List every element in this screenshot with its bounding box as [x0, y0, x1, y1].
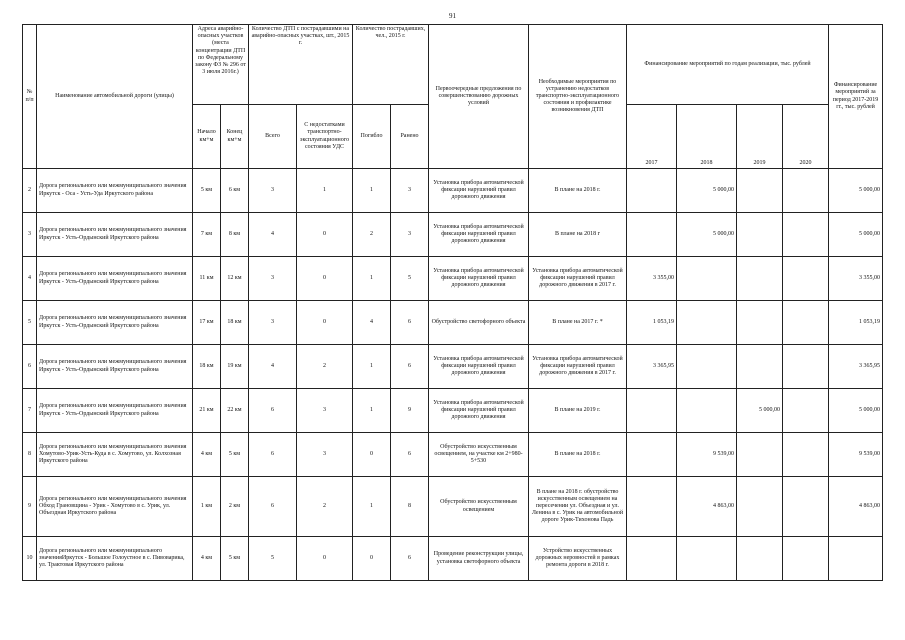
start-km: 11 км — [193, 257, 221, 301]
row-number: 7 — [23, 389, 37, 433]
header-udc: С недостатками транспортно-эксплуатационного состояния УДС — [297, 105, 353, 169]
header-num: № п/п — [23, 25, 37, 169]
killed-count: 1 — [353, 169, 391, 213]
measures-text: В плане на 2018 г. — [529, 169, 627, 213]
header-total-financing: Финансирование мероприятий за период 2017-2019 гг., тыс. рублей — [829, 25, 883, 169]
start-km: 5 км — [193, 169, 221, 213]
injured-count: 9 — [391, 389, 429, 433]
start-km: 18 км — [193, 345, 221, 389]
fin-2017: 1 053,19 — [627, 301, 677, 345]
end-km: 2 км — [221, 477, 249, 537]
header-priority: Первоочередные предложения по совершенствованию дорожных условий — [429, 25, 529, 169]
measures-text: В плане на 2018 г — [529, 213, 627, 257]
fin-2018: 9 539,00 — [677, 433, 737, 477]
measures-text: В плане на 2017 г. * — [529, 301, 627, 345]
fin-2018 — [677, 389, 737, 433]
priority-proposal: Установка прибора автоматической фиксации нарушений правил дорожного движения — [429, 169, 529, 213]
fin-total — [829, 537, 883, 581]
fin-2017 — [627, 537, 677, 581]
fin-2017: 3 355,00 — [627, 257, 677, 301]
dtp-udc: 0 — [297, 257, 353, 301]
table-row — [23, 537, 883, 581]
fin-2018 — [677, 257, 737, 301]
fin-2018: 4 863,00 — [677, 477, 737, 537]
fin-2019 — [737, 537, 783, 581]
fin-2019 — [737, 345, 783, 389]
table-row — [23, 257, 883, 301]
dtp-total: 3 — [249, 169, 297, 213]
row-number: 5 — [23, 301, 37, 345]
killed-count: 0 — [353, 433, 391, 477]
killed-count: 1 — [353, 345, 391, 389]
end-km: 8 км — [221, 213, 249, 257]
killed-count: 0 — [353, 537, 391, 581]
fin-total: 5 000,00 — [829, 213, 883, 257]
fin-2020 — [783, 257, 829, 301]
fin-2019 — [737, 301, 783, 345]
priority-proposal: Установка прибора автоматической фиксации нарушений правил дорожного движения — [429, 345, 529, 389]
priority-proposal: Обустройство искусственным освещением — [429, 477, 529, 537]
priority-proposal: Установка прибора автоматической фиксации нарушений правил дорожного движения — [429, 257, 529, 301]
header-road-name: Наименование автомобильной дороги (улицы) — [37, 25, 193, 169]
road-name: Дорога регионального или межмуниципального значения Иркутск - Усть-Ордынский Иркутского района — [37, 389, 193, 433]
header-end: Конец км+м — [221, 105, 249, 169]
priority-proposal: Установка прибора автоматической фиксации нарушений правил дорожного движения — [429, 213, 529, 257]
dtp-udc: 2 — [297, 477, 353, 537]
header-address: Адреса аварийно-опасных участков (места концентрации ДТП по Федеральному закону ФЗ № 296 от 3 июля 2016г.) — [193, 25, 249, 105]
dtp-udc: 2 — [297, 345, 353, 389]
killed-count: 4 — [353, 301, 391, 345]
fin-2019 — [737, 169, 783, 213]
fin-2018: 5 000,00 — [677, 169, 737, 213]
injured-count: 3 — [391, 169, 429, 213]
road-name: Дорога регионального или межмуниципального значенияИркутск - Большое Голоустное в с. Пивоварика, ул. Трактовая Иркутского района — [37, 537, 193, 581]
injured-count: 6 — [391, 537, 429, 581]
row-number: 6 — [23, 345, 37, 389]
dtp-table — [22, 24, 883, 581]
injured-count: 6 — [391, 301, 429, 345]
road-name: Дорога регионального или межмуниципального значения Хомутово-Урик-Усть-Куда в с. Хомутово, ул. Колхозная Иркутского района — [37, 433, 193, 477]
page-number: 91 — [449, 12, 456, 20]
road-name: Дорога регионального или межмуниципального значения Иркутск - Оса - Усть-Уда Иркутского района — [37, 169, 193, 213]
injured-count: 5 — [391, 257, 429, 301]
end-km: 5 км — [221, 433, 249, 477]
fin-2020 — [783, 345, 829, 389]
header-killed: Погибло — [353, 105, 391, 169]
dtp-udc: 0 — [297, 301, 353, 345]
fin-total: 1 053,19 — [829, 301, 883, 345]
fin-2019 — [737, 257, 783, 301]
road-name: Дорога регионального или межмуниципального значения Иркутск - Усть-Ордынский Иркутского района — [37, 345, 193, 389]
dtp-udc: 3 — [297, 433, 353, 477]
measures-text: В плане на 2018 г. — [529, 433, 627, 477]
dtp-udc: 0 — [297, 537, 353, 581]
fin-2018 — [677, 537, 737, 581]
fin-2020 — [783, 169, 829, 213]
fin-2018 — [677, 345, 737, 389]
fin-2019 — [737, 433, 783, 477]
start-km: 17 км — [193, 301, 221, 345]
priority-proposal: Обустройство искусственным освещением, на участке км 2+980-5+530 — [429, 433, 529, 477]
fin-2020 — [783, 213, 829, 257]
dtp-udc: 1 — [297, 169, 353, 213]
fin-2017 — [627, 389, 677, 433]
killed-count: 2 — [353, 213, 391, 257]
header-start: Начало км+м — [193, 105, 221, 169]
end-km: 19 км — [221, 345, 249, 389]
fin-2019 — [737, 477, 783, 537]
table-row — [23, 213, 883, 257]
fin-2020 — [783, 301, 829, 345]
fin-2017 — [627, 169, 677, 213]
road-name: Дорога регионального или межмуниципального значения Иркутск - Усть-Ордынский Иркутского района — [37, 301, 193, 345]
fin-total: 5 000,00 — [829, 169, 883, 213]
header-victims: Количество пострадавших, чел., 2015 г. — [353, 25, 429, 105]
fin-2019: 5 000,00 — [737, 389, 783, 433]
row-number: 4 — [23, 257, 37, 301]
killed-count: 1 — [353, 257, 391, 301]
row-number: 3 — [23, 213, 37, 257]
table-row — [23, 477, 883, 537]
start-km: 4 км — [193, 433, 221, 477]
fin-2019 — [737, 213, 783, 257]
killed-count: 1 — [353, 477, 391, 537]
table-row — [23, 433, 883, 477]
dtp-udc: 0 — [297, 213, 353, 257]
row-number: 9 — [23, 477, 37, 537]
measures-text: Установка прибора автоматической фиксации нарушений правил дорожного движения в 2017 г. — [529, 345, 627, 389]
header-total: Всего — [249, 105, 297, 169]
start-km: 7 км — [193, 213, 221, 257]
fin-2020 — [783, 537, 829, 581]
fin-2018 — [677, 301, 737, 345]
fin-2020 — [783, 477, 829, 537]
start-km: 1 км — [193, 477, 221, 537]
injured-count: 6 — [391, 433, 429, 477]
start-km: 21 км — [193, 389, 221, 433]
dtp-total: 3 — [249, 301, 297, 345]
dtp-total: 6 — [249, 477, 297, 537]
priority-proposal: Обустройство светофорного объекта — [429, 301, 529, 345]
fin-2017 — [627, 213, 677, 257]
dtp-total: 3 — [249, 257, 297, 301]
dtp-total: 6 — [249, 389, 297, 433]
fin-2020 — [783, 389, 829, 433]
injured-count: 8 — [391, 477, 429, 537]
dtp-total: 5 — [249, 537, 297, 581]
road-name: Дорога регионального или межмуниципального значения Иркутск - Усть-Ордынский Иркутского района — [37, 257, 193, 301]
table-row — [23, 169, 883, 213]
header-financing: Финансирование мероприятий по годам реализации, тыс. рублей — [627, 25, 829, 105]
dtp-total: 4 — [249, 345, 297, 389]
header-measures: Необходимые мероприятия по устранению недостатков транспортно-эксплуатационного состояния и профилактике возникновения ДТП — [529, 25, 627, 169]
dtp-udc: 3 — [297, 389, 353, 433]
header-2020: 2020 — [783, 105, 829, 169]
table-row — [23, 345, 883, 389]
row-number: 2 — [23, 169, 37, 213]
dtp-total: 4 — [249, 213, 297, 257]
fin-total: 3 355,00 — [829, 257, 883, 301]
start-km: 4 км — [193, 537, 221, 581]
row-number: 8 — [23, 433, 37, 477]
injured-count: 3 — [391, 213, 429, 257]
dtp-total: 6 — [249, 433, 297, 477]
measures-text: Установка прибора автоматической фиксации нарушений правил дорожного движения в 2017 г. — [529, 257, 627, 301]
fin-total: 3 365,95 — [829, 345, 883, 389]
fin-2017: 3 365,95 — [627, 345, 677, 389]
header-2017: 2017 — [627, 105, 677, 169]
priority-proposal: Установка прибора автоматической фиксации нарушений правил дорожного движения — [429, 389, 529, 433]
table-row — [23, 301, 883, 345]
fin-2018: 5 000,00 — [677, 213, 737, 257]
road-name: Дорога регионального или межмуниципального значения Иркутск - Усть-Ордынский Иркутского района — [37, 213, 193, 257]
header-2019: 2019 — [737, 105, 783, 169]
end-km: 22 км — [221, 389, 249, 433]
header-injured: Ранено — [391, 105, 429, 169]
measures-text: Устройство искусственных дорожных неровностей в рамках ремонта дороги в 2018 г. — [529, 537, 627, 581]
end-km: 6 км — [221, 169, 249, 213]
table-row — [23, 389, 883, 433]
fin-2017 — [627, 433, 677, 477]
fin-total: 4 863,00 — [829, 477, 883, 537]
end-km: 18 км — [221, 301, 249, 345]
measures-text: В плане на 2018 г. обустройство искусственным освещением на пересечении ул. Объездная и ул. Ленина в с. Урик на автомобильной дороге Урик-Тихонова Падь — [529, 477, 627, 537]
header-2018: 2018 — [677, 105, 737, 169]
fin-total: 9 539,00 — [829, 433, 883, 477]
fin-2017 — [627, 477, 677, 537]
end-km: 12 км — [221, 257, 249, 301]
row-number: 10 — [23, 537, 37, 581]
end-km: 5 км — [221, 537, 249, 581]
killed-count: 1 — [353, 389, 391, 433]
header-dtp-count: Количество ДТП с пострадавшими на аварийно-опасных участках, шт., 2015 г. — [249, 25, 353, 105]
measures-text: В плане на 2019 г. — [529, 389, 627, 433]
fin-total: 5 000,00 — [829, 389, 883, 433]
priority-proposal: Проведение реконструкции улицы, установка светофорного объекта — [429, 537, 529, 581]
fin-2020 — [783, 433, 829, 477]
injured-count: 6 — [391, 345, 429, 389]
road-name: Дорога регионального или межмуниципального значения Обход Грановщина - Урик - Хомутово в с. Урик, ул. Объездная Иркутского района — [37, 477, 193, 537]
